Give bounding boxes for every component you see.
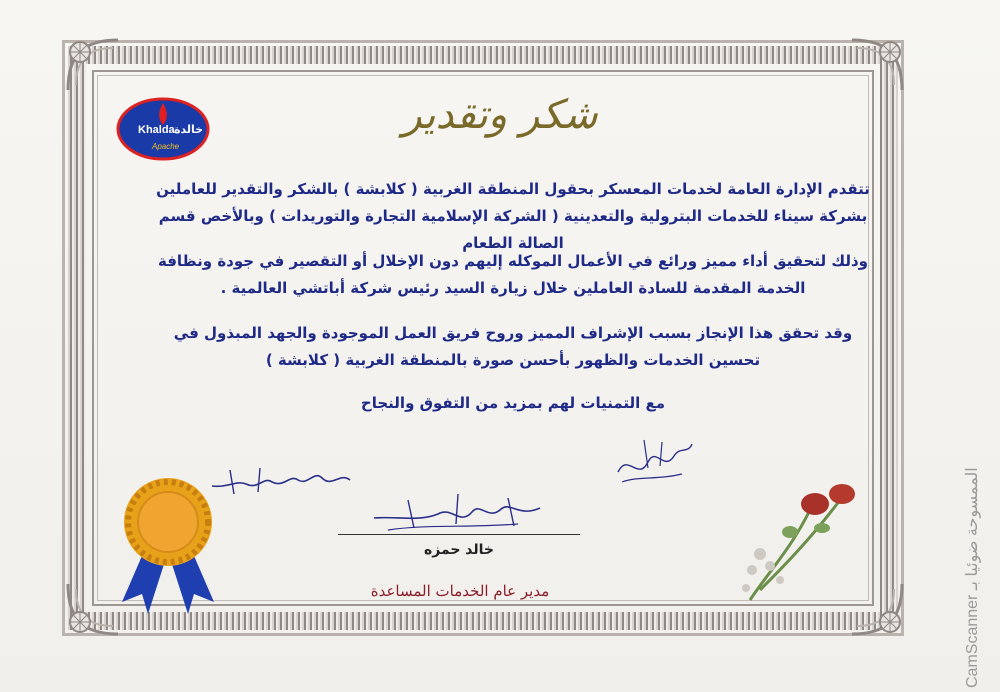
logo-text-en: Khalda [138, 124, 175, 136]
roses-decoration-icon [730, 470, 860, 610]
paragraph-reason: وذلك لتحقيق أداء مميز ورائع في الأعمال الموكله إليهم دون الإخلال أو التقصير في جودة ونظافة الخدمة المقدمة للسادة العاملين خلال زيارة السيد رئيس شركة أباتشي العالمية . [157, 252, 868, 297]
handwritten-note [200, 462, 360, 502]
signer-title: مدير عام الخدمات المساعدة [370, 582, 550, 600]
paragraph-wishes: مع التمنيات لهم بمزيد من التفوق والنجاح [360, 394, 666, 412]
paragraph-intro: تتقدم الإدارة العامة لخدمات المعسكر بحقول المنطقة الغربية ( كلابشة ) بالشكر والتقدير للعاملين بشركة سيناء للخدمات البترولية والتعدينية ( الشركة الإسلامية التجارة والتوريدات ) وبالأخص قسم الصالة الطعام [156, 180, 870, 252]
signature-center [368, 488, 548, 534]
khalda-logo [116, 97, 210, 161]
logo-text-ar: خالدة [174, 123, 204, 136]
signature-line [338, 534, 580, 535]
watermark-text: CamScanner الممسوحة ضوئيا بـ [964, 467, 981, 688]
certificate-title: شكر وتقدير [402, 92, 598, 138]
paragraph-achievement: وقد تحقق هذا الإنجاز بسبب الإشراف المميز وروح فريق العمل الموجودة والجهد المبذول في تحسين الخدمات والظهور بأحسن صورة بالمنطقة الغربية ( كلابشة ) [173, 324, 853, 369]
corner-ornament-icon [58, 30, 128, 100]
signature-right [608, 432, 698, 492]
signer-name: خالد حمزه [423, 542, 494, 558]
camscanner-watermark [958, 420, 988, 692]
logo-sub: Apache [152, 142, 180, 151]
corner-ornament-icon [842, 30, 912, 100]
